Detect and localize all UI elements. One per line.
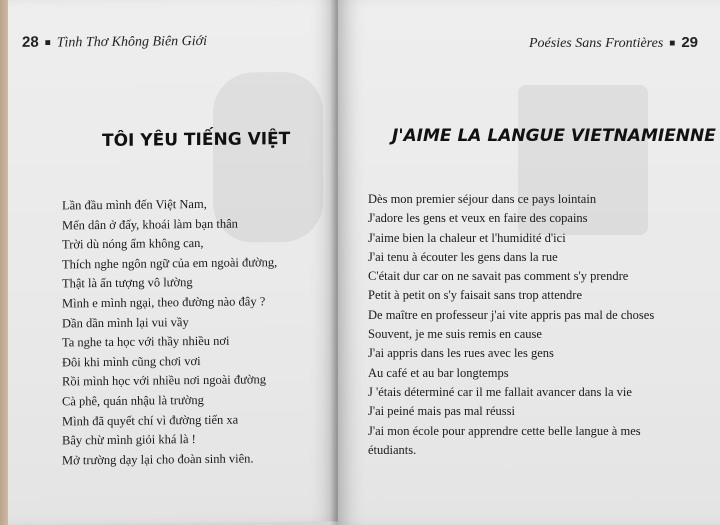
poem-line: Au café et au bar longtemps: [368, 365, 509, 380]
right-poem-title: J'AIME LA LANGUE VIETNAMIENNE: [392, 126, 716, 146]
poem-line: Mình đã quyết chí vì đường tiến xa: [62, 412, 239, 428]
poem-line: Souvent, je me suis remis en cause: [368, 327, 542, 342]
poem-line: De maître en professeur j'ai vite appris pas mal de choses: [368, 307, 655, 322]
poem-line: Dès mon premier séjour dans ce pays lointain: [368, 192, 597, 206]
left-running-title: Tình Thơ Không Biên Giới: [56, 33, 208, 51]
poem-line: Cà phê, quán nhậu là trường: [62, 392, 204, 409]
poem-line: J'ai appris dans les rues avec les gens: [368, 346, 554, 361]
poem-line: Mở trường dạy lại cho đoàn sinh viên.: [62, 451, 254, 468]
right-page: [338, 0, 720, 525]
header-separator: ■: [44, 37, 51, 49]
poem-line: J 'étais déterminé car il me fallait avancer dans la vie: [368, 384, 632, 399]
poem-line: Ta nghe ta học với thầy nhiều nơi: [62, 333, 230, 350]
poem-line: Bây chừ mình giỏi khá là !: [62, 432, 196, 448]
right-page-number: 29: [681, 34, 698, 51]
left-poem: [62, 194, 277, 471]
left-running-header: [22, 32, 207, 52]
poem-line: Dần dần mình lại vui vầy: [62, 314, 189, 330]
poem-line: J'adore les gens et veux en faire des copains: [368, 211, 588, 226]
poem-line: Thật là ấn tượng vô lường: [62, 275, 193, 291]
poem-line: J'ai tenu à écouter les gens dans la rue: [368, 249, 558, 264]
poem-line: Đôi khi mình cũng chơi vơi: [62, 353, 201, 370]
poem-line: J'ai peiné mais pas mal réussi: [368, 404, 516, 419]
poem-line: Trời dù nóng ẩm không can,: [62, 236, 204, 252]
poem-line: C'était dur car on ne savait pas comment s'y prendre: [368, 269, 629, 284]
right-running-header: [529, 34, 698, 52]
poem-line: Rồi mình học với nhiều nơi ngoài đường: [62, 372, 267, 389]
poem-line: étudiants.: [368, 442, 417, 457]
left-page-number: 28: [22, 33, 39, 51]
poem-line: Thích nghe ngôn ngữ của em ngoài đường,: [62, 254, 278, 272]
poem-line: J'aime bien la chaleur et l'humidité d'ici: [368, 230, 566, 245]
left-page: [8, 0, 338, 525]
poem-line: J'ai mon école pour apprendre cette belle langue à mes: [368, 423, 641, 438]
header-separator: ■: [669, 38, 676, 50]
left-poem-title: TÔI YÊU TIẾNG VIỆT: [102, 129, 291, 152]
poem-line: Mình e mình ngại, theo đường nào đây ?: [62, 294, 266, 311]
poem-line: Petit à petit on s'y faisait sans trop attendre: [368, 288, 583, 303]
poem-line: Lần đầu mình đến Việt Nam,: [62, 196, 207, 213]
right-poem: [368, 190, 654, 460]
right-running-title: Poésies Sans Frontières: [528, 36, 664, 51]
poem-line: Mến dân ở đấy, khoái làm bạn thân: [62, 216, 238, 233]
